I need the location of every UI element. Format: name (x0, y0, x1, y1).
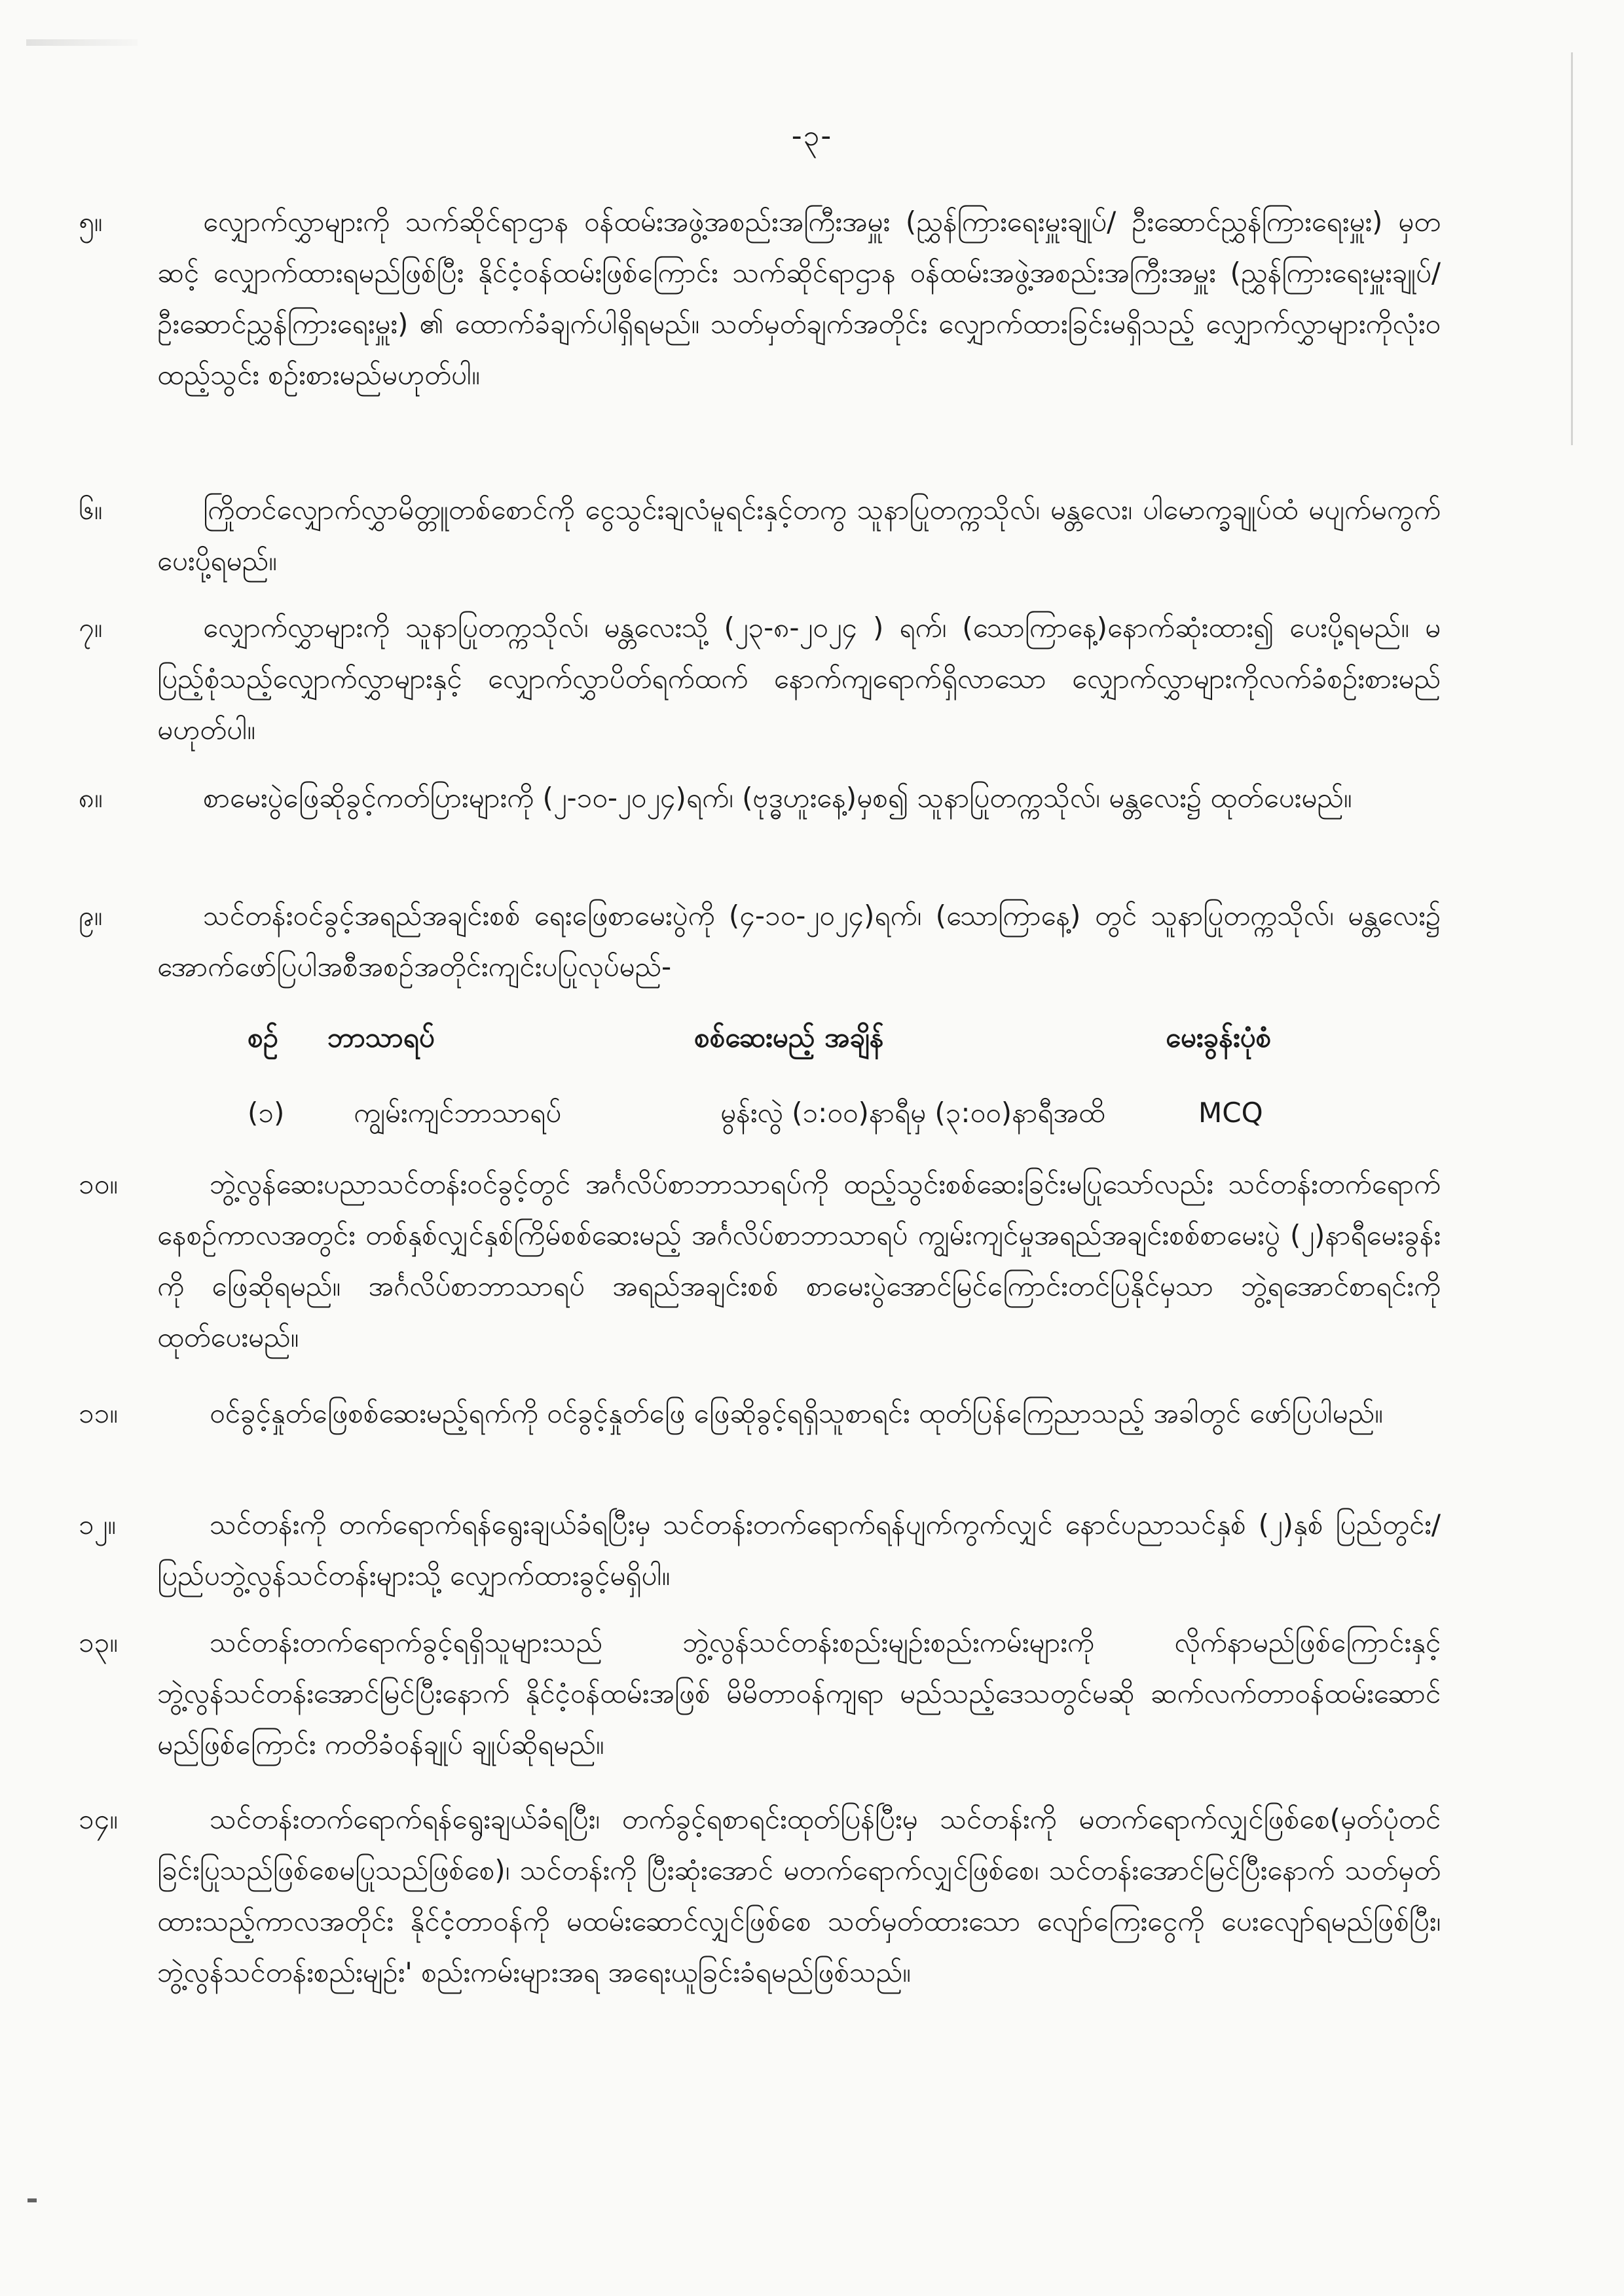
paragraph-12 (79, 1499, 1441, 1601)
paragraph-9 (79, 890, 1441, 993)
paragraph-text: သင်တန်းကို တက်ရောက်ရန်ရွေးချယ်ခံရပြီးမှ သင်တန်းတက်ရောက်ရန်ပျက်ကွက်လျှင် နောင်ပညာသင်နှစ် (၂)နှစ် ပြည်တွင်း/ပြည်ပဘွဲ့လွန်သင်တန်းများသို့ လျှောက်ထားခွင့်မရှိပါ။ (157, 1508, 1441, 1592)
paragraph-8 (79, 773, 1441, 824)
header-subject: ဘာသာရပ် (327, 1021, 435, 1053)
paragraph-text: စာမေးပွဲဖြေဆိုခွင့်ကတ်ပြားများကို (၂-၁၀-၂၀၂၄)ရက်၊ (ဗုဒ္ဓဟူးနေ့)မှစ၍ သူနာပြုတက္ကသိုလ်၊ မန္တလေး၌ ထုတ်ပေးမည်။ (203, 782, 1352, 814)
paragraph-text: ကြိုတင်လျှောက်လွှာမိတ္တူတစ်စောင်ကို ငွေသွင်းချလံမူရင်းနှင့်တကွ သူနာပြုတက္ကသိုလ်၊ မန္တလေး၊ ပါမောက္ခချုပ်ထံ မပျက်မကွက် ပေးပို့ရမည်။ (157, 494, 1441, 577)
paragraph-10 (79, 1159, 1441, 1363)
paragraph-13 (79, 1617, 1441, 1770)
paragraph-11 (79, 1388, 1441, 1439)
page-number: -၃- (791, 119, 833, 153)
paragraph-text: လျှောက်လွှာများကို သူနာပြုတက္ကသိုလ်၊ မန္တလေးသို့ (၂၃-၈-၂၀၂၄ ) ရက်၊ (သောကြာနေ့)နောက်ဆုံးထား၍ ပေးပို့ရမည်။ မပြည့်စုံသည့်လျှောက်လွှာများနှင့် လျှောက်လွှာပိတ်ရက်ထက် နောက်ကျရောက်ရှိလာသော လျှောက်လွှာများကိုလက်ခံစဉ်းစားမည်မဟုတ်ပါ။ (157, 611, 1441, 746)
row-subject: ကျွမ်းကျင်ဘာသာရပ် (354, 1097, 562, 1129)
paragraph-number: ၁၀။ (79, 1168, 118, 1200)
paragraph-text: သင်တန်းတက်ရောက်ရန်ရွေးချယ်ခံရပြီး၊ တက်ခွင့်ရစာရင်းထုတ်ပြန်ပြီးမှ သင်တန်းကို မတက်ရောက်လျှင်ဖြစ်စေ(မှတ်ပုံတင်ခြင်းပြုသည်ဖြစ်စေမပြုသည်ဖြစ်စေ)၊ သင်တန်းကို ပြီးဆုံးအောင် မတက်ရောက်လျှင်ဖြစ်စေ၊ သင်တန်းအောင်မြင်ပြီးနောက် သတ်မှတ်ထားသည့်ကာလအတိုင်း နိုင်ငံ့တာဝန်ကို မထမ်းဆောင်လျှင်ဖြစ်စေ သတ်မှတ်ထားသော လျော်ကြေးငွေကို ပေးလျော်ရမည်ဖြစ်ပြီး၊ ဘွဲ့လွန်သင်တန်းစည်းမျဉ်း' စည်းကမ်းများအရ အရေးယူခြင်းခံရမည်ဖြစ်သည်။ (157, 1803, 1441, 1988)
paragraph-number: ၁၃။ (79, 1626, 118, 1658)
header-format: မေးခွန်းပုံစံ (1166, 1021, 1272, 1053)
row-time: မွန်းလွဲ (၁:၀၀)နာရီမှ (၃:၀၀)နာရီအထိ (720, 1097, 1105, 1129)
paragraph-5 (79, 196, 1441, 401)
header-time: စစ်ဆေးမည့် အချိန် (694, 1021, 884, 1053)
schedule-header-row (0, 1015, 1624, 1061)
paragraph-number: ၁၁။ (79, 1397, 118, 1429)
header-serial: စဉ် (248, 1021, 278, 1053)
paragraph-number: ၇။ (79, 611, 103, 644)
paragraph-number: ၉။ (79, 900, 103, 932)
paragraph-6 (79, 484, 1441, 587)
paragraph-text: သင်တန်းတက်ရောက်ခွင့်ရရှိသူများသည် ဘွဲ့လွန်သင်တန်းစည်းမျဉ်းစည်းကမ်းများကို လိုက်နာမည်ဖြစ်ကြောင်းနှင့် ဘွဲ့လွန်သင်တန်းအောင်မြင်ပြီးနောက် နိုင်ငံ့ဝန်ထမ်းအဖြစ် မိမိတာဝန်ကျရာ မည်သည့်ဒေသတွင်မဆို ဆက်လက်တာဝန်ထမ်းဆောင်မည်ဖြစ်ကြောင်း ကတိခံဝန်ချုပ် ချုပ်ဆိုရမည်။ (157, 1626, 1441, 1760)
paragraph-number: ၆။ (79, 494, 103, 526)
scan-artifact-top (26, 39, 138, 46)
paragraph-number: ၁၄။ (79, 1803, 118, 1835)
paragraph-text: လျှောက်လွှာများကို သက်ဆိုင်ရာဌာန ဝန်ထမ်းအဖွဲ့အစည်းအကြီးအမှူး (ညွှန်ကြားရေးမှူးချုပ်/ ဦးဆောင်ညွှန်ကြားရေးမှူး) မှတဆင့် လျှောက်ထားရမည်ဖြစ်ပြီး နိုင်ငံ့ဝန်ထမ်းဖြစ်ကြောင်း သက်ဆိုင်ရာဌာန ဝန်ထမ်းအဖွဲ့အစည်းအကြီးအမှူး (ညွှန်ကြားရေးမှူးချုပ်/ ဦးဆောင်ညွှန်ကြားရေးမှူး) ၏ ထောက်ခံချက်ပါရှိရမည်။ သတ်မှတ်ချက်အတိုင်း လျှောက်ထားခြင်းမရှိသည့် လျှောက်လွှာများကိုလုံးဝထည့်သွင်း စဉ်းစားမည်မဟုတ်ပါ။ (157, 206, 1441, 391)
paragraph-text: ဝင်ခွင့်နှုတ်ဖြေစစ်ဆေးမည့်ရက်ကို ဝင်ခွင့်နှုတ်ဖြေ ဖြေဆိုခွင့်ရရှိသူစာရင်း ထုတ်ပြန်ကြေညာသည့် အခါတွင် ဖော်ပြပါမည်။ (210, 1397, 1383, 1429)
paragraph-number: ၅။ (79, 206, 103, 238)
paragraph-14 (79, 1794, 1441, 1998)
paragraph-7 (79, 602, 1441, 756)
paragraph-number: ၈။ (79, 782, 103, 814)
row-serial: (၁) (248, 1097, 285, 1129)
paragraph-number: ၁၂။ (79, 1508, 116, 1540)
scan-artifact-right (1571, 52, 1573, 445)
paragraph-text: သင်တန်းဝင်ခွင့်အရည်အချင်းစစ် ရေးဖြေစာမေးပွဲကို (၄-၁၀-၂၀၂၄)ရက်၊ (သောကြာနေ့) တွင် သူနာပြုတက္ကသိုလ်၊ မန္တလေး၌ အောက်ဖော်ပြပါအစီအစဉ်အတိုင်းကျင်းပပြုလုပ်မည်- (157, 900, 1441, 983)
schedule-row (0, 1090, 1624, 1136)
row-format: MCQ (1198, 1097, 1263, 1129)
paragraph-text: ဘွဲ့လွန်ဆေးပညာသင်တန်းဝင်ခွင့်တွင် အင်္ဂလိပ်စာဘာသာရပ်ကို ထည့်သွင်းစစ်ဆေးခြင်းမပြုသော်လည်း သင်တန်းတက်ရောက်နေစဉ်ကာလအတွင်း တစ်နှစ်လျှင်နှစ်ကြိမ်စစ်ဆေးမည့် အင်္ဂလိပ်စာဘာသာရပ် ကျွမ်းကျင်မှုအရည်အချင်းစစ်စာမေးပွဲ (၂)နာရီမေးခွန်းကို ဖြေဆိုရမည်။ အင်္ဂလိပ်စာဘာသာရပ် အရည်အချင်းစစ် စာမေးပွဲအောင်မြင်ကြောင်းတင်ပြနိုင်မှသာ ဘွဲ့ရအောင်စာရင်းကို ထုတ်ပေးမည်။ (157, 1168, 1441, 1353)
scan-artifact-left (28, 2198, 37, 2202)
